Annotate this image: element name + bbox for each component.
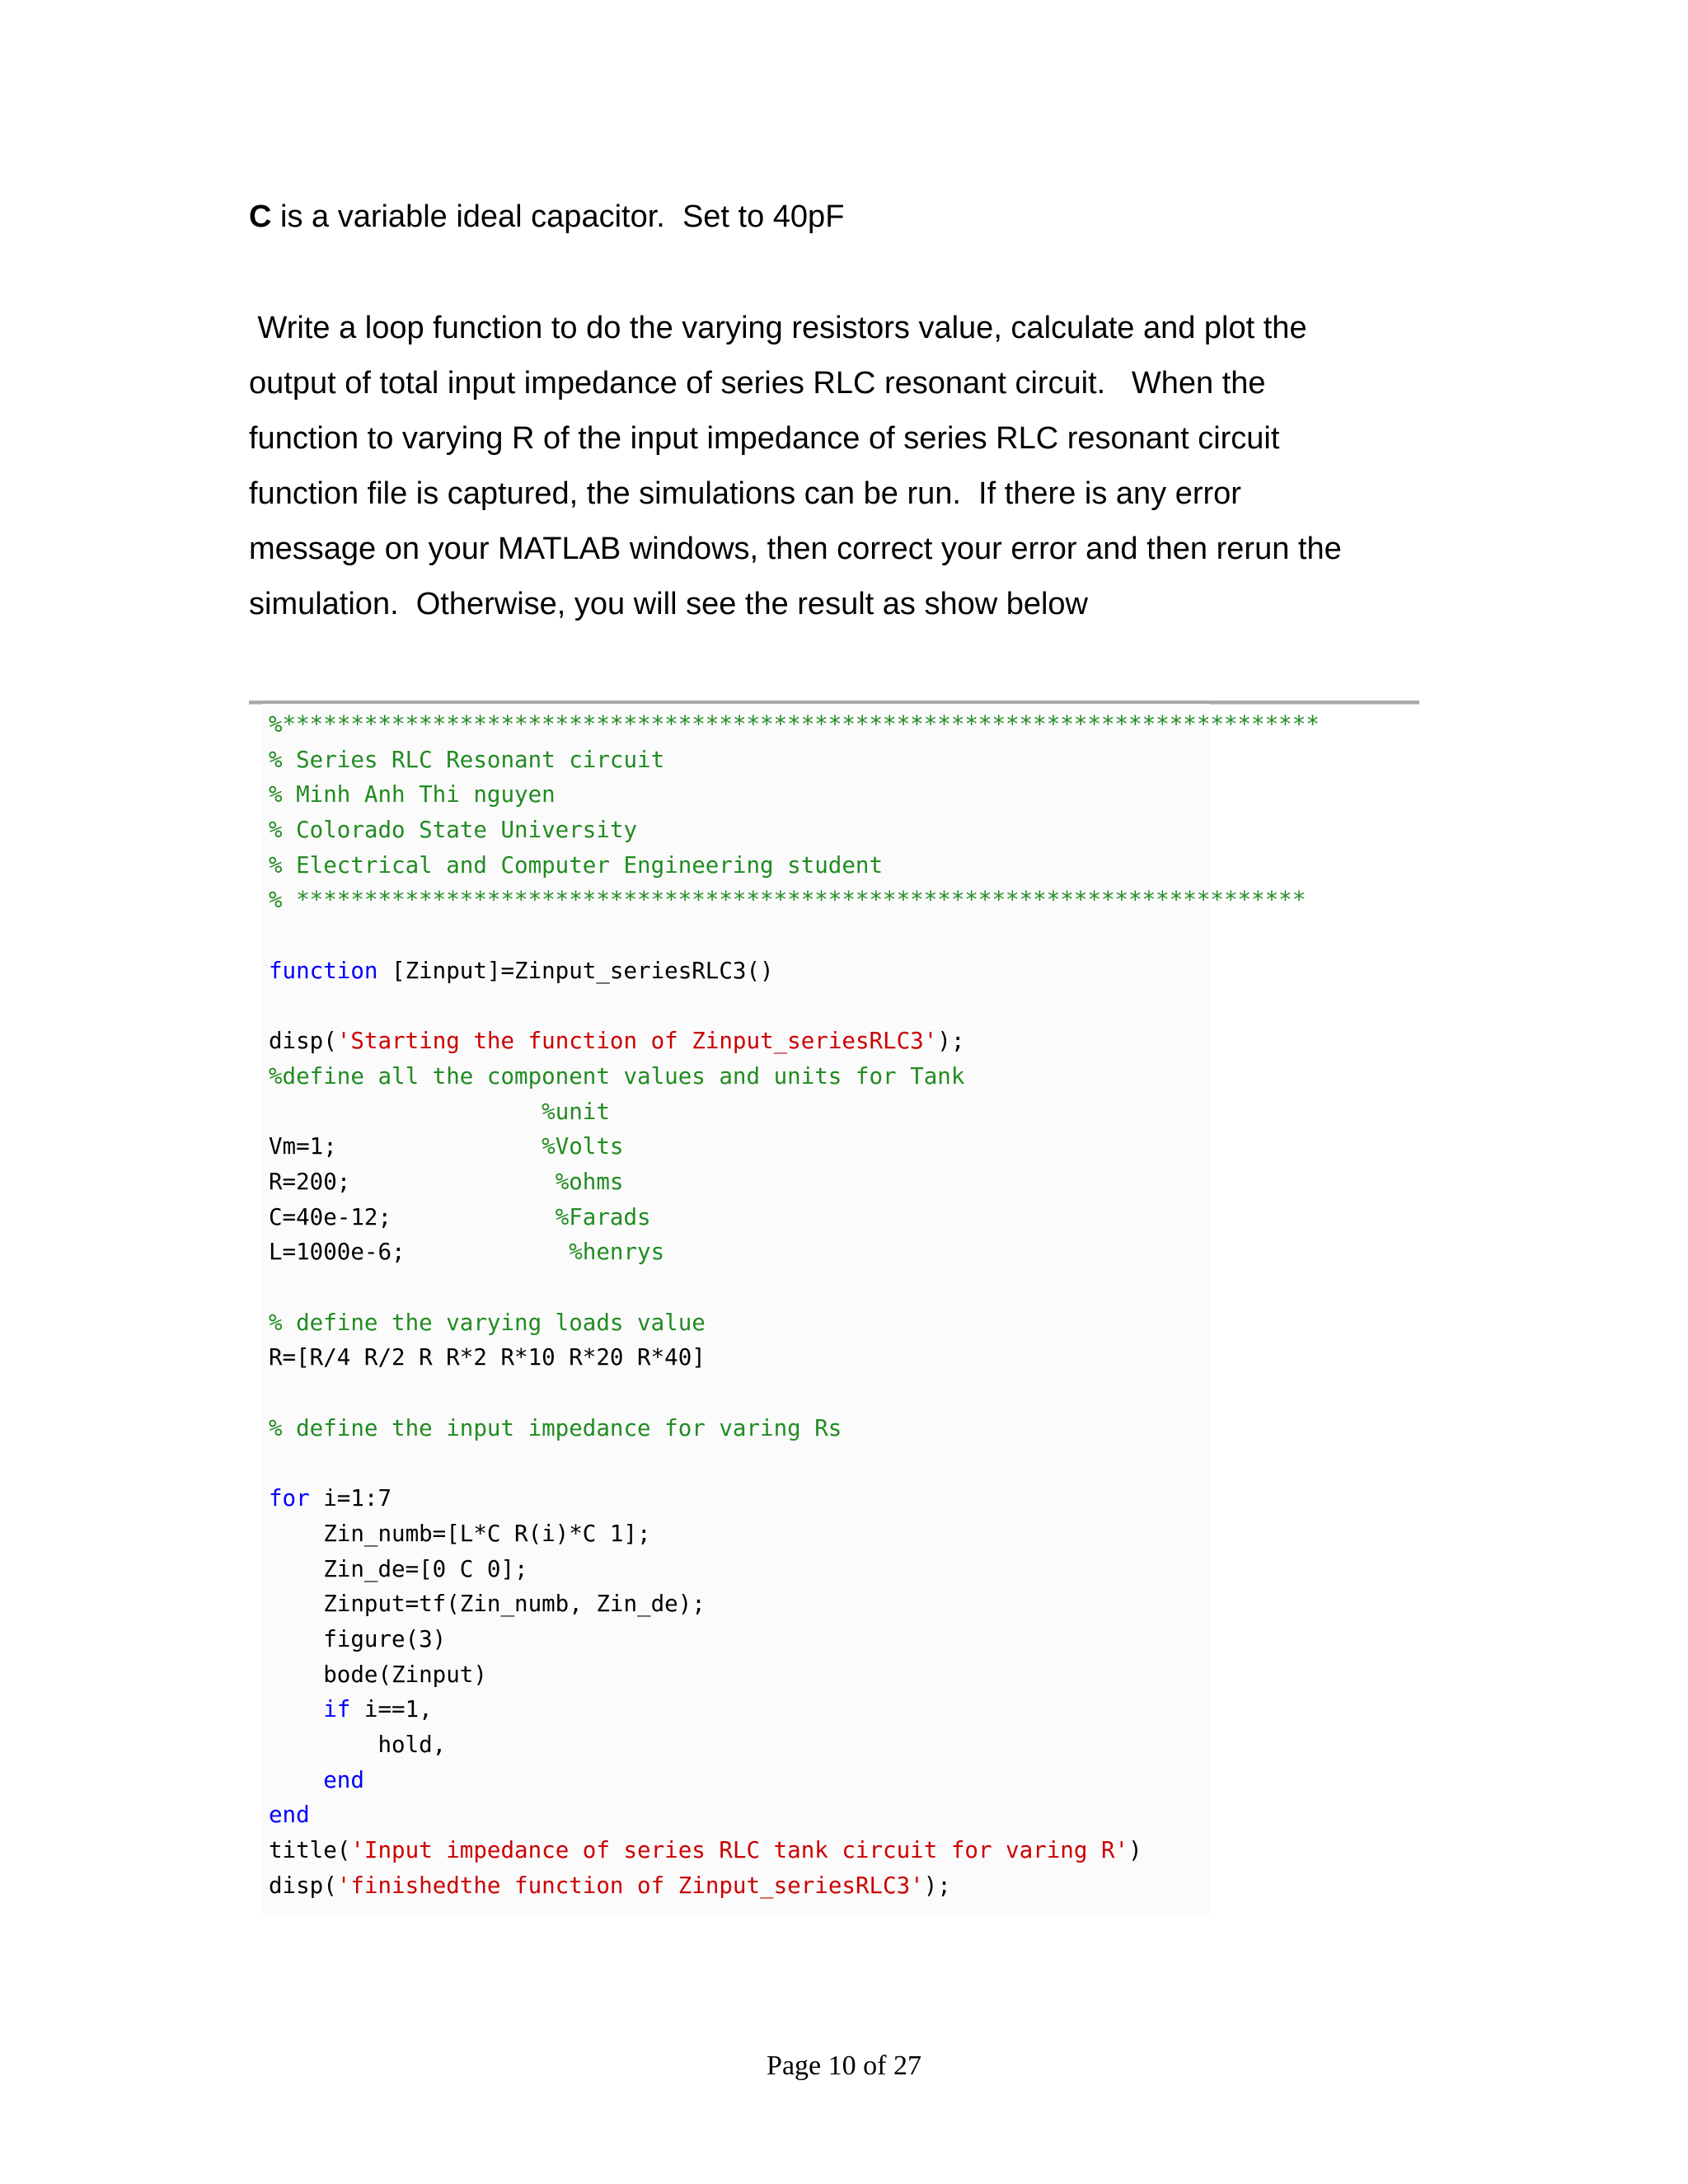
instructions-line: output of total input impedance of series RLC resonant circuit. When the	[249, 366, 1266, 401]
code-line	[269, 883, 1320, 918]
code-token-comment: %****************************************************************************	[269, 711, 1320, 738]
code-line	[269, 1727, 1320, 1763]
instructions-line: message on your MATLAB windows, then correct your error and then rerun the	[249, 532, 1342, 566]
code-token-plain: [Zinput]=Zinput_seriesRLC3()	[377, 957, 774, 984]
instructions-line: function file is captured, the simulations can be run. If there is any error	[249, 476, 1241, 511]
code-token-string: 'Starting the function of Zinput_seriesRLC3'	[336, 1028, 938, 1055]
code-token-string: 'Input impedance of series RLC tank circuit for varing R'	[350, 1837, 1129, 1863]
code-line	[269, 1024, 1320, 1059]
code-token-plain	[269, 1696, 323, 1722]
code-token-string: 'finishedthe function of Zinput_seriesRLC3'	[336, 1872, 924, 1899]
code-token-plain: Zin_de=[0 C 0];	[269, 1555, 528, 1582]
page-number: Page 10 of 27	[767, 2050, 921, 2081]
code-token-plain: );	[923, 1872, 951, 1899]
code-line	[269, 1270, 1320, 1305]
code-line	[269, 1622, 1320, 1657]
code-line	[269, 777, 1320, 813]
code-line	[269, 1833, 1320, 1868]
code-token-plain	[269, 1767, 323, 1793]
code-line	[269, 1763, 1320, 1798]
code-token-plain: R=200;	[269, 1168, 556, 1195]
instructions-line: function to varying R of the input impedance of series RLC resonant circuit	[249, 421, 1280, 456]
code-token-plain: Zinput=tf(Zin_numb, Zin_de);	[269, 1591, 706, 1618]
capacitor-label: C	[249, 199, 272, 234]
code-token-plain: title(	[269, 1837, 351, 1863]
code-token-comment: %ohms	[555, 1168, 624, 1195]
code-token-comment: % Electrical and Computer Engineering student	[269, 851, 884, 879]
code-line	[269, 813, 1320, 848]
code-line	[269, 1376, 1320, 1411]
code-token-comment: % Series RLC Resonant circuit	[269, 746, 665, 773]
code-token-comment: % define the input impedance for varing Rs	[269, 1414, 842, 1441]
code-token-comment: %henrys	[569, 1239, 665, 1266]
code-line	[269, 1094, 1320, 1130]
code-line	[269, 989, 1320, 1024]
code-line	[269, 707, 1320, 743]
code-token-keyword: for	[269, 1485, 310, 1512]
code-token-comment: % **************************************************************************	[269, 887, 1306, 914]
instructions-line: Write a loop function to do the varying resistors value, calculate and plot the	[249, 311, 1307, 345]
code-token-keyword: if	[323, 1696, 351, 1723]
code-token-plain: bode(Zinput)	[269, 1661, 487, 1688]
code-line	[269, 1586, 1320, 1622]
capacitor-description	[249, 190, 1436, 245]
code-line	[269, 1235, 1320, 1270]
code-token-plain	[269, 1099, 542, 1125]
code-token-comment: %Farads	[555, 1203, 651, 1230]
code-token-plain: C=40e-12;	[269, 1203, 556, 1230]
code-token-keyword: end	[323, 1766, 364, 1793]
code-line	[269, 1446, 1320, 1481]
capacitor-description-text: is a variable ideal capacitor. Set to 40pF	[271, 199, 845, 234]
code-line	[269, 1797, 1320, 1833]
code-token-plain: figure(3)	[269, 1625, 447, 1652]
code-token-plain: disp(	[269, 1872, 337, 1899]
instructions-paragraph	[249, 301, 1436, 632]
code-token-plain: i==1,	[350, 1696, 433, 1723]
code-token-comment: % Minh Anh Thi nguyen	[269, 781, 556, 808]
code-line	[269, 1340, 1320, 1376]
code-line	[269, 1868, 1320, 1904]
instructions-line: simulation. Otherwise, you will see the result as show below	[249, 587, 1089, 621]
code-line	[269, 1692, 1320, 1727]
code-line	[269, 1657, 1320, 1693]
code-line	[269, 848, 1320, 883]
code-token-comment: % define the varying loads value	[269, 1309, 706, 1336]
code-line	[269, 1552, 1320, 1587]
code-token-plain: );	[937, 1028, 965, 1055]
code-token-comment: %define all the component values and units for Tank	[269, 1062, 965, 1090]
code-line	[269, 1305, 1320, 1341]
code-line	[269, 1516, 1320, 1552]
code-token-comment: % Colorado State University	[269, 817, 638, 844]
code-token-plain: Vm=1;	[269, 1133, 542, 1160]
code-token-plain: L=1000e-6;	[269, 1239, 570, 1266]
code-token-keyword: function	[269, 957, 378, 984]
code-line	[269, 743, 1320, 778]
code-line	[269, 1165, 1320, 1200]
code-token-comment: %unit	[542, 1098, 610, 1125]
code-token-plain: hold,	[269, 1731, 447, 1758]
code-token-plain: R=[R/4 R/2 R R*2 R*10 R*20 R*40]	[269, 1344, 706, 1371]
code-line	[269, 1059, 1320, 1094]
code-token-plain: i=1:7	[309, 1485, 392, 1512]
code-line	[269, 1481, 1320, 1516]
code-line	[269, 1411, 1320, 1446]
code-line	[269, 918, 1320, 954]
code-line	[269, 1129, 1320, 1165]
code-token-keyword: end	[269, 1802, 310, 1829]
code-token-comment: %Volts	[542, 1133, 624, 1160]
code-token-plain: )	[1128, 1837, 1142, 1863]
code-line	[269, 954, 1320, 989]
code-line	[269, 1200, 1320, 1235]
code-token-plain: disp(	[269, 1028, 337, 1055]
code-token-plain: Zin_numb=[L*C R(i)*C 1];	[269, 1520, 651, 1547]
matlab-code-listing	[269, 707, 1320, 1903]
